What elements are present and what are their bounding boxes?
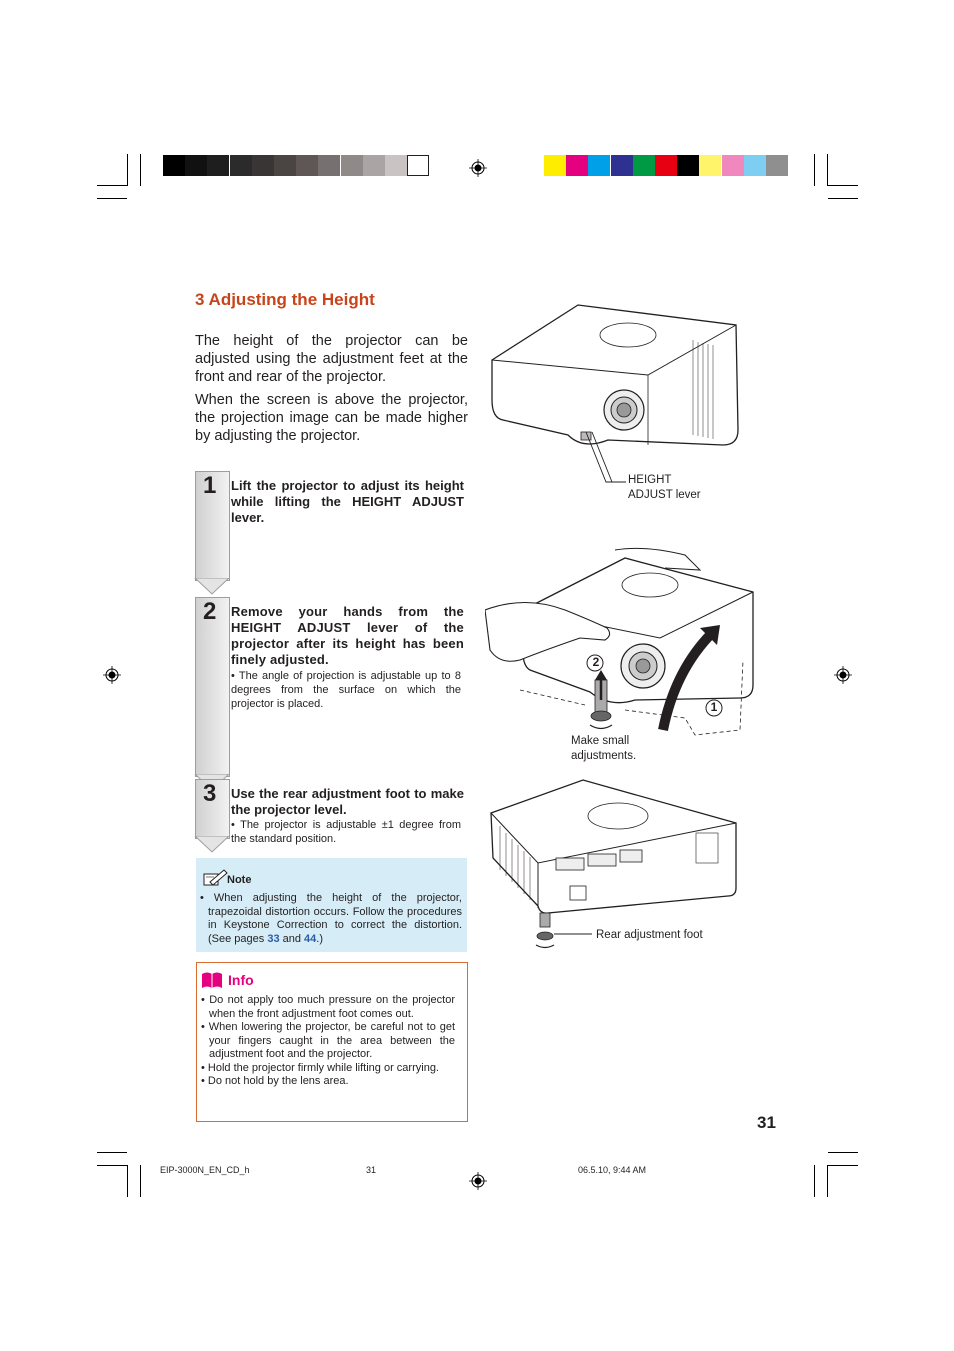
crop-mark <box>828 1152 858 1153</box>
info-item: • When lowering the projector, be careful not to get your fingers caught in the area between the adjustment foot and the projector. <box>201 1021 455 1060</box>
note-text-part: • When adjusting the height of the projector, trapezoidal distortion occurs. Follow the procedures in Keystone Correction to correct the distortion. (See pages <box>200 892 462 945</box>
step-arrow <box>194 578 230 596</box>
gray-swatch <box>252 155 274 176</box>
gray-swatch <box>207 155 229 176</box>
height-adjust-caption <box>628 473 701 503</box>
callout-number: 1 <box>710 700 718 714</box>
gray-swatch <box>296 155 318 176</box>
step-arrow <box>194 836 230 854</box>
registration-mark-icon <box>469 1172 487 1190</box>
footer-filename: EIP-3000N_EN_CD_h <box>160 1165 250 1175</box>
info-item: • Hold the projector firmly while lifting or carrying. <box>201 1061 439 1074</box>
gray-swatch <box>363 155 385 176</box>
page-link-33[interactable]: 33 <box>267 932 280 945</box>
color-swatch <box>677 155 699 176</box>
step-instruction: Remove your hands from the HEIGHT ADJUST lever of the projector after its height has been finely adjusted. <box>231 604 464 667</box>
gray-swatch <box>407 155 429 176</box>
gray-swatch <box>318 155 340 176</box>
caption-line: HEIGHT <box>628 474 672 486</box>
crop-mark <box>140 154 141 186</box>
crop-mark <box>814 154 815 186</box>
make-small-adjustments-caption <box>571 734 636 764</box>
crop-mark <box>140 1165 141 1197</box>
callout-leader-line <box>578 430 628 488</box>
step-instruction: Use the rear adjustment foot to make the projector level. <box>231 786 464 817</box>
projector-lifting-illustration <box>485 540 760 745</box>
crop-mark <box>828 185 858 186</box>
gray-swatch <box>185 155 207 176</box>
color-swatch <box>766 155 788 176</box>
note-text <box>200 892 462 946</box>
gray-swatch <box>230 155 252 176</box>
color-swatch <box>744 155 766 176</box>
gray-swatch <box>385 155 407 176</box>
step-note: • The angle of projection is adjustable up to 8 degrees from the surface on which the projector is placed. <box>231 670 461 710</box>
step-number: 2 <box>203 598 217 625</box>
callout-number: 2 <box>592 655 600 669</box>
color-swatch <box>588 155 610 176</box>
step-note: • The projector is adjustable ±1 degree from the standard position. <box>231 819 461 845</box>
footer-page: 31 <box>366 1165 377 1175</box>
footer-date: 06.5.10, 9:44 AM <box>578 1165 647 1175</box>
book-info-icon <box>201 971 223 989</box>
gray-swatch <box>341 155 363 176</box>
crop-mark <box>827 154 828 186</box>
caption-line: ADJUST lever <box>628 489 701 501</box>
step-instruction: Lift the projector to adjust its height while lifting the HEIGHT ADJUST lever. <box>231 478 464 525</box>
crop-mark <box>127 154 128 186</box>
section-title: 3 Adjusting the Height <box>195 290 375 309</box>
info-item: • Do not apply too much pressure on the projector when the front adjustment foot comes out. <box>201 994 455 1020</box>
crop-mark <box>828 198 858 199</box>
note-text-part: and <box>279 932 305 945</box>
registration-mark-icon <box>834 666 852 684</box>
registration-mark-icon <box>469 159 487 177</box>
crop-mark <box>827 1165 828 1197</box>
rear-foot-caption: Rear adjustment foot <box>596 929 703 941</box>
note-box <box>196 858 467 952</box>
info-item: • Do not hold by the lens area. <box>201 1075 349 1087</box>
gray-swatch <box>274 155 296 176</box>
color-swatch <box>544 155 566 176</box>
info-box <box>196 962 468 1122</box>
page-link-44[interactable]: 44 <box>304 932 317 945</box>
intro-paragraph: When the screen is above the projector, the projection image can be made higher by adjusting the projector. <box>195 392 468 444</box>
caption-line: adjustments. <box>571 750 637 762</box>
caption-line: Make small <box>571 735 630 747</box>
info-label: Info <box>228 972 254 988</box>
step-number: 1 <box>203 472 217 499</box>
step-number: 3 <box>203 780 217 807</box>
color-swatch <box>722 155 744 176</box>
crop-mark <box>828 1165 858 1166</box>
intro-paragraph: The height of the projector can be adjusted using the adjustment feet at the front and rear of the projector. <box>195 333 468 385</box>
registration-mark-icon <box>103 666 121 684</box>
note-label: Note <box>227 874 252 886</box>
crop-mark <box>97 1152 127 1153</box>
crop-mark <box>127 1165 128 1197</box>
color-swatch <box>699 155 721 176</box>
info-list <box>201 994 455 1089</box>
page-number: 31 <box>757 1113 776 1132</box>
color-swatch <box>633 155 655 176</box>
color-swatch <box>655 155 677 176</box>
pencil-note-icon <box>202 868 228 888</box>
crop-mark <box>97 185 127 186</box>
color-swatch <box>611 155 633 176</box>
crop-mark <box>97 1165 127 1166</box>
gray-swatch <box>163 155 185 176</box>
note-text-part: .) <box>316 932 324 945</box>
projector-rear-illustration <box>488 778 740 953</box>
color-swatch <box>566 155 588 176</box>
crop-mark <box>814 1165 815 1197</box>
crop-mark <box>97 198 127 199</box>
